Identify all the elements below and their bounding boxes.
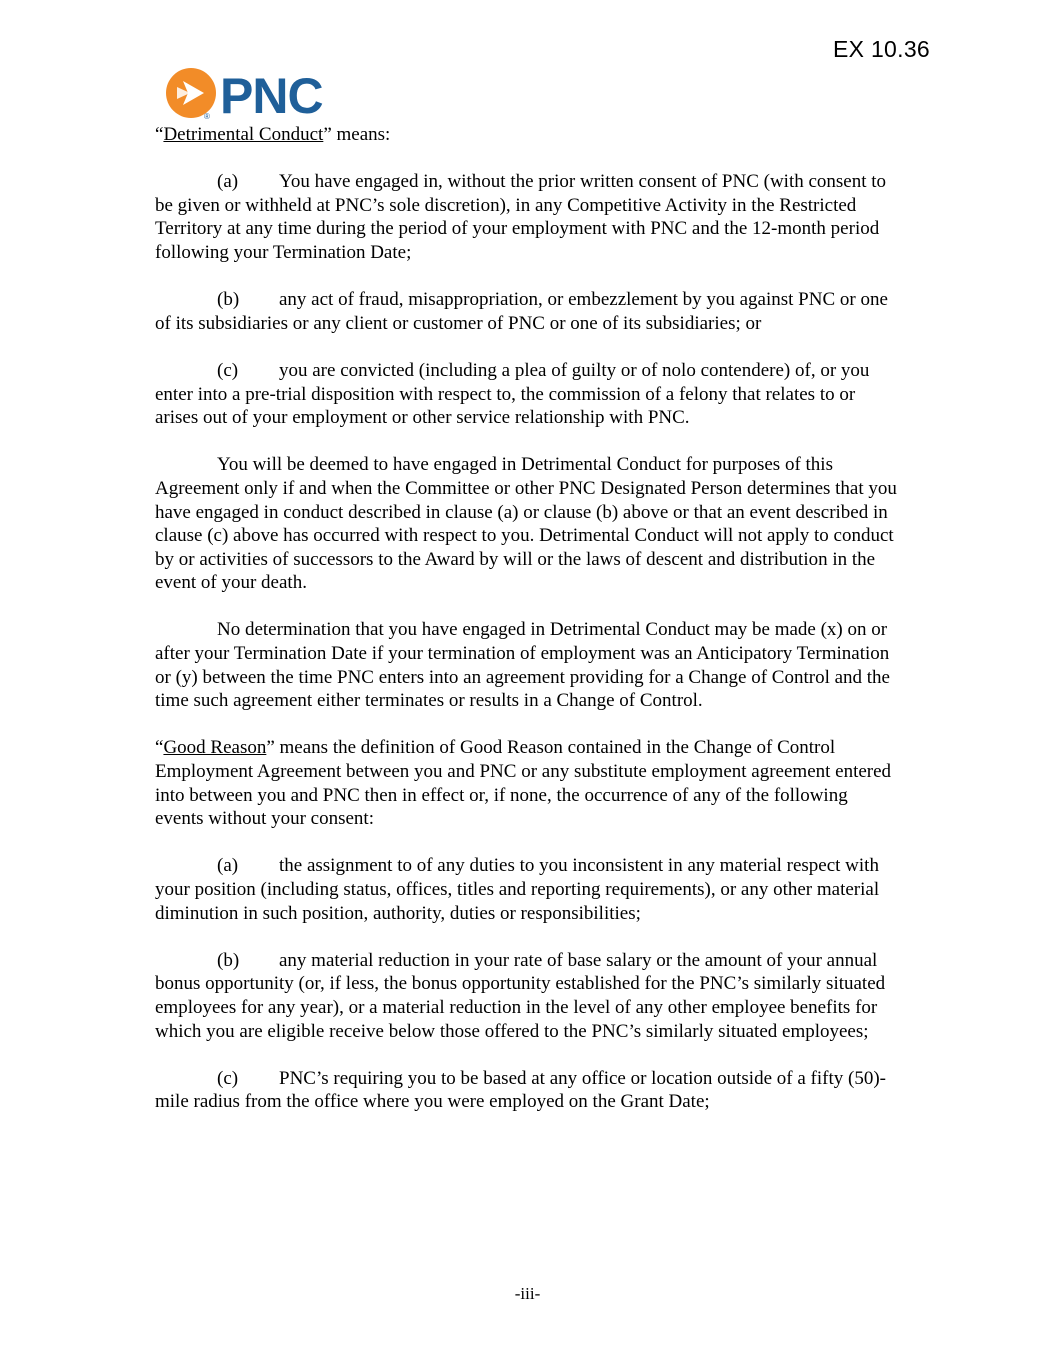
good-reason-clause-c	[155, 1067, 900, 1114]
detrimental-no-determination-paragraph: No determination that you have engaged in Detrimental Conduct may be made (x) on or after your Termination Date if your termination of employment was an Anticipatory Termination or (y) between the time PNC enters into an agreement providing for a Change of Control and the time such agreement either terminates or results in a Change of Control.	[155, 619, 890, 712]
detrimental-deemed-paragraph: You will be deemed to have engaged in Detrimental Conduct for purposes of this Agreement only if and when the Committee or other PNC Designated Person determines that you have engaged in conduct described in clause (a) or clause (b) above or that an event described in clause (c) above has occurred with respect to you. Detrimental Conduct will not apply to conduct by or activities of successors to the Award by will or the laws of descent and distribution in the event of your death.	[155, 454, 897, 594]
logo-registered-mark: ®	[204, 112, 210, 120]
open-quote: “	[155, 737, 164, 759]
clause-label: (a)	[217, 171, 239, 193]
open-quote: “	[155, 124, 164, 145]
good-reason-definition	[155, 736, 900, 830]
clause-label: (b)	[217, 289, 240, 311]
pnc-logo	[164, 66, 344, 120]
clause-label: (a)	[217, 855, 239, 877]
document-body	[155, 123, 900, 1138]
page-number: -iii-	[514, 1284, 541, 1303]
detrimental-clause-b	[155, 288, 900, 335]
clause-text: PNC’s requiring you to be based at any office or location outside of a fifty (50)-mile radius from the office where you were employed on the Grant Date;	[155, 1067, 886, 1113]
clause-text: the assignment to of any duties to you inconsistent in any material respect with your position (including status, offices, titles and reporting requirements), or any other material diminution in such position, authority, duties or responsibilities;	[155, 855, 880, 924]
clause-text: You have engaged in, without the prior written consent of PNC (with consent to be given or withheld at PNC’s sole discretion), in any Competitive Activity in the Restricted Territory at any time during the period of your employment with PNC and the 12-month period following your Termination Date;	[155, 171, 887, 263]
clause-label: (b)	[217, 949, 240, 971]
clause-text: you are convicted (including a plea of guilty or of nolo contendere) of, or you enter into a pre-trial disposition with respect to, the commission of a felony that relates to or arises out of your employment or other service relationship with PNC.	[155, 359, 870, 429]
detrimental-clause-a	[155, 170, 900, 264]
logo-wordmark: PNC	[220, 68, 323, 120]
good-reason-clause-a	[155, 854, 900, 925]
definition-text: ” means the definition of Good Reason contained in the Change of Control Employment Agreement between you and PNC or any substitute employment agreement entered into between you and PNC then in effect or, if none, the occurrence of any of the following events without your consent:	[155, 737, 892, 830]
defined-term-detrimental-conduct: Detrimental Conduct	[163, 124, 324, 145]
clause-text: any act of fraud, misappropriation, or embezzlement by you against PNC or one of its subsidiaries or any client or customer of PNC or one of its subsidiaries; or	[155, 289, 888, 334]
good-reason-clause-b	[155, 949, 900, 1043]
definition-intro: ” means:	[323, 124, 391, 145]
clause-label: (c)	[217, 1067, 239, 1089]
clause-text: any material reduction in your rate of base salary or the amount of your annual bonus opportunity (or, if less, the bonus opportunity established for the PNC’s similarly situated employees for any year), or a material reduction in the level of any other employee benefits for which you are eligible receive below those offered to the PNC’s similarly situated employees;	[155, 949, 886, 1042]
detrimental-conduct-heading	[155, 123, 900, 147]
detrimental-clause-c	[155, 359, 900, 430]
defined-term-good-reason: Good Reason	[163, 737, 267, 759]
clause-label: (c)	[217, 359, 239, 381]
exhibit-label: EX 10.36	[832, 36, 930, 62]
